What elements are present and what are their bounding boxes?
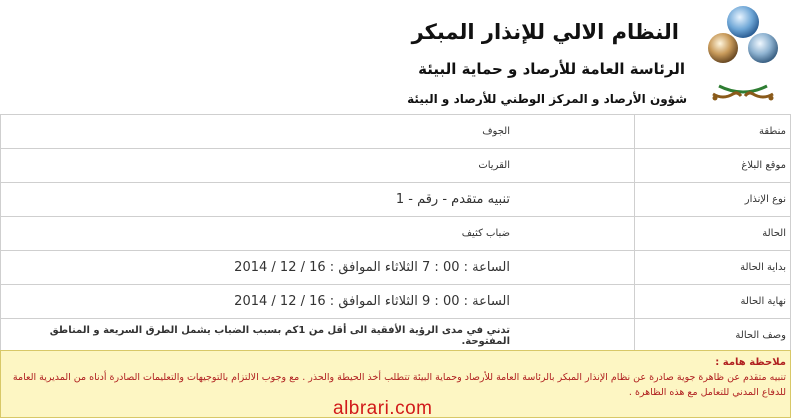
field-label-start: بداية الحالة xyxy=(635,251,791,285)
page-subtitle-secondary: شؤون الأرصاد و المركز الوطني للأرصاد و البيئة xyxy=(407,92,687,106)
table-row-description xyxy=(1,319,791,353)
table-row-start xyxy=(1,251,791,285)
field-value-description: تدني في مدى الرؤية الأفقية الى أقل من 1كم بسبب الضباب يشمل الطرق السريعة و المناطق المفتوحة. xyxy=(1,319,635,353)
page-subtitle: الرئاسة العامة للأرصاد و حماية البيئة xyxy=(418,60,685,78)
field-value-warning-type: تنبيه متقدم - رقم - 1 xyxy=(1,183,635,217)
field-label-region: منطقة xyxy=(635,115,791,149)
table-row-condition xyxy=(1,217,791,251)
table-row-region xyxy=(1,115,791,149)
note-text: تنبيه متقدم عن ظاهرة جوية صادرة عن نظام الإنذار المبكر بالرئاسة العامة للأرصاد وحماية البيئة تتطلب أخذ الحيطة والحذر . مع وجوب الالتزام بالتوجيهات والتعليمات الصادرة أدناه من المديرية العامة للدفاع المدني للتعامل مع هذه الظاهرة . xyxy=(12,372,786,398)
field-value-region: الجوف xyxy=(1,115,635,149)
field-label-condition: الحالة xyxy=(635,217,791,251)
table-row-location xyxy=(1,149,791,183)
page-header xyxy=(0,0,791,114)
field-label-description: وصف الحالة xyxy=(635,319,791,353)
field-value-end: الساعة : 00 : 9 الثلاثاء الموافق : 16 / 12 / 2014 xyxy=(1,285,635,319)
table-row-end xyxy=(1,285,791,319)
field-value-location: القريات xyxy=(1,149,635,183)
field-value-start: الساعة : 00 : 7 الثلاثاء الموافق : 16 / 12 / 2014 xyxy=(1,251,635,285)
pme-logo-icon xyxy=(699,2,787,112)
warning-details-table xyxy=(0,114,791,353)
watermark: albrari.com xyxy=(333,398,433,419)
note-title: ملاحظة هامة : xyxy=(715,357,786,368)
field-label-end: نهاية الحالة xyxy=(635,285,791,319)
table-row-warning-type xyxy=(1,183,791,217)
field-label-warning-type: نوع الإنذار xyxy=(635,183,791,217)
field-label-location: موقع البلاغ xyxy=(635,149,791,183)
page-title: النظام الالي للإنذار المبكر xyxy=(411,20,679,44)
field-value-condition: ضباب كثيف xyxy=(1,217,635,251)
